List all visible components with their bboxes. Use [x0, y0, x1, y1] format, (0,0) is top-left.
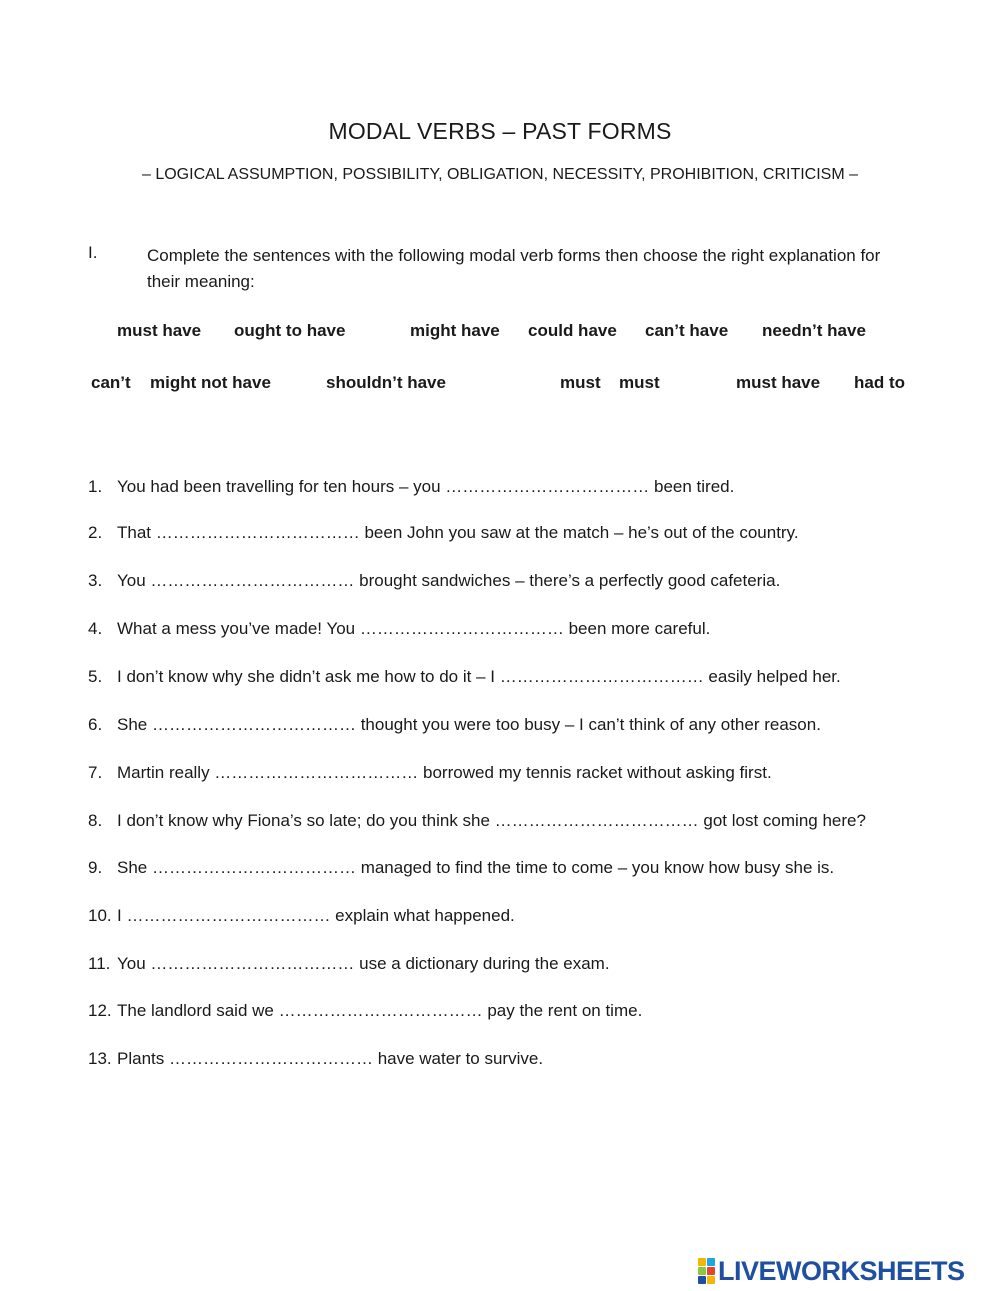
liveworksheets-logo-text: LIVEWORKSHEETS [718, 1255, 965, 1286]
word-bank-item: must have [117, 321, 202, 340]
question-item [88, 619, 710, 639]
question-text: I ……………………………… explain what happened. [117, 906, 515, 925]
question-text: You ……………………………… brought sandwiches – there’s a perfectly good cafeteria. [117, 571, 781, 590]
question-item [88, 715, 821, 735]
question-number: 10. [88, 906, 112, 925]
question-number: 3. [88, 571, 103, 590]
question-number: 2. [88, 523, 103, 542]
word-bank-item: must [560, 373, 601, 392]
word-bank-item: must [619, 373, 660, 392]
question-text: She ……………………………… thought you were too busy – I can’t think of any other reason. [117, 715, 821, 734]
question-item [88, 1049, 543, 1069]
question-number: 7. [88, 763, 103, 782]
question-text: You had been travelling for ten hours – you ……………………………… been tired. [117, 477, 735, 496]
question-text: She ……………………………… managed to find the time to come – you know how busy she is. [117, 858, 835, 877]
question-text: Martin really ……………………………… borrowed my tennis racket without asking first. [117, 763, 772, 782]
liveworksheets-logo-icon [698, 1258, 715, 1284]
question-number: 12. [88, 1001, 112, 1020]
page-subtitle: – LOGICAL ASSUMPTION, POSSIBILITY, OBLIGATION, NECESSITY, PROHIBITION, CRITICISM – [141, 166, 859, 183]
question-text: That ……………………………… been John you saw at the match – he’s out of the country. [117, 523, 799, 542]
question-number: 13. [88, 1049, 112, 1068]
question-number: 8. [88, 811, 103, 830]
question-item [88, 811, 866, 831]
section-instructions: Complete the sentences with the following modal verb forms then choose the right explanation for their meaning: [147, 246, 881, 291]
liveworksheets-logo [698, 1256, 965, 1286]
word-bank-item: shouldn’t have [326, 373, 446, 392]
question-number: 5. [88, 667, 103, 686]
word-bank-item: needn’t have [762, 321, 866, 340]
question-item [88, 1001, 642, 1021]
question-number: 11. [88, 954, 111, 973]
question-text: What a mess you’ve made! You ……………………………… been more careful. [117, 619, 711, 638]
question-text: Plants ……………………………… have water to survive. [117, 1049, 544, 1068]
question-item [88, 763, 772, 783]
question-number: 9. [88, 858, 103, 877]
question-number: 6. [88, 715, 103, 734]
question-text: The landlord said we ……………………………… pay the rent on time. [117, 1001, 643, 1020]
question-item [88, 523, 799, 543]
word-bank-item: ought to have [234, 321, 346, 340]
page-title: MODAL VERBS – PAST FORMS [328, 118, 672, 144]
word-bank-item: can’t have [645, 321, 729, 340]
word-bank-item: might not have [150, 373, 271, 392]
question-number: 1. [88, 477, 103, 496]
question-text: I don’t know why she didn’t ask me how to do it – I ……………………………… easily helped her. [117, 667, 841, 686]
question-item [88, 858, 834, 878]
question-item [88, 477, 734, 497]
word-bank-item: had to [854, 373, 905, 392]
word-bank-item: might have [410, 321, 500, 340]
question-text: I don’t know why Fiona’s so late; do you think she ……………………………… got lost coming here? [117, 811, 866, 830]
question-text: You ……………………………… use a dictionary during the exam. [117, 954, 610, 973]
question-item [88, 906, 515, 926]
section-number: I. [88, 243, 98, 262]
word-bank-item: could have [528, 321, 617, 340]
word-bank-item: must have [736, 373, 821, 392]
question-item [88, 571, 780, 591]
word-bank-item: can’t [91, 373, 131, 392]
question-item [88, 954, 610, 974]
question-number: 4. [88, 619, 103, 638]
question-item [88, 667, 841, 687]
